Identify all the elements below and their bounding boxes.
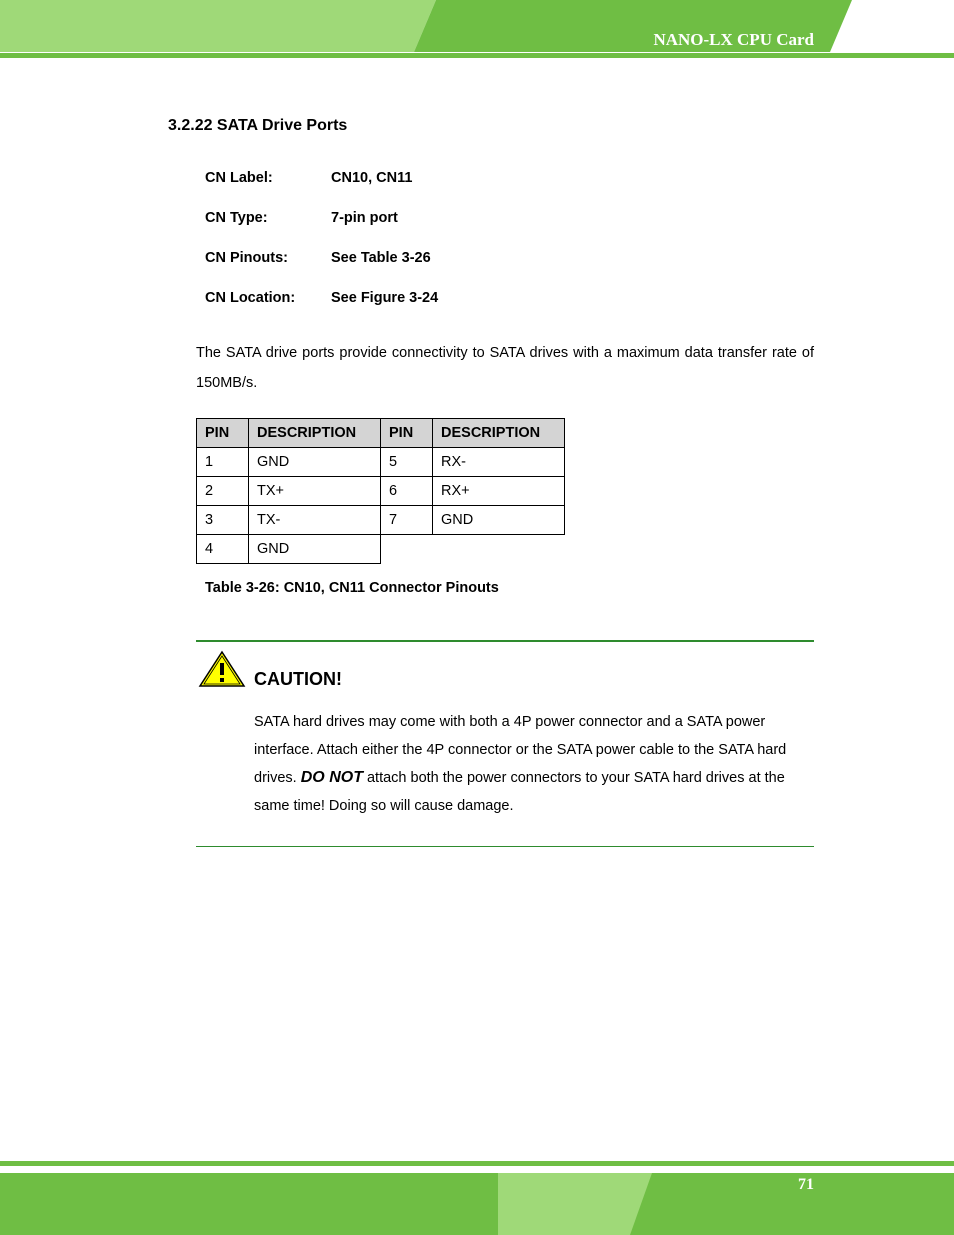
table-cell: RX- — [433, 448, 565, 477]
table-header-cell: PIN — [381, 419, 433, 448]
table-row — [197, 506, 565, 535]
table-header-row — [197, 419, 565, 448]
description-paragraph: The SATA drive ports provide connectivity to SATA drives with a maximum data transfer rate of 150MB/s. — [196, 345, 814, 391]
table-row — [197, 477, 565, 506]
table-cell: GND — [249, 448, 381, 477]
spec-value: See Figure 3-24 — [331, 290, 439, 306]
spec-row-label — [205, 170, 412, 186]
spec-row-type — [205, 210, 398, 226]
table-header-cell: DESCRIPTION — [249, 419, 381, 448]
section-title: 3.2.22 SATA Drive Ports — [168, 117, 348, 134]
table-row — [197, 535, 565, 564]
page-number: 71 — [798, 1176, 814, 1193]
footer-banner — [0, 1158, 954, 1235]
caution-top-rule — [196, 640, 814, 642]
table-cell: TX- — [249, 506, 381, 535]
caution-bottom-rule — [196, 846, 814, 847]
spec-value: 7-pin port — [331, 210, 398, 226]
table-cell: 3 — [197, 506, 249, 535]
table-cell: 1 — [197, 448, 249, 477]
spec-row-pinouts — [205, 250, 431, 266]
table-cell: 4 — [197, 535, 249, 564]
spec-value: CN10, CN11 — [331, 170, 413, 186]
table-cell: GND — [433, 506, 565, 535]
spec-value: See Table 3-26 — [331, 250, 431, 266]
warning-triangle-icon — [198, 650, 246, 688]
table-header-cell: DESCRIPTION — [433, 419, 565, 448]
table-cell: TX+ — [249, 477, 381, 506]
caution-emphasis: DO NOT — [300, 769, 363, 786]
table-cell-empty — [433, 535, 565, 564]
pinout-table — [196, 418, 565, 564]
table-cell: RX+ — [433, 477, 565, 506]
table-cell: 5 — [381, 448, 433, 477]
header-title: NANO-LX CPU Card — [653, 30, 814, 49]
caution-title: CAUTION! — [254, 669, 342, 689]
spec-label: CN Location: — [205, 290, 296, 306]
spec-label: CN Type: — [205, 210, 268, 226]
table-cell-empty — [381, 535, 433, 564]
table-header-cell: PIN — [197, 419, 249, 448]
spec-row-location — [205, 290, 438, 306]
table-cell: 7 — [381, 506, 433, 535]
caution-text-before: SATA hard drives may come with both a 4P power connector and a SATA power interface. Attach either the 4P connector or the SATA power cable to the SATA hard drives. — [254, 714, 787, 786]
table-row — [197, 448, 565, 477]
caution-text — [254, 708, 820, 820]
table-caption: Table 3-26: CN10, CN11 Connector Pinouts — [205, 580, 499, 596]
table-cell: 2 — [197, 477, 249, 506]
spec-label: CN Label: — [205, 170, 273, 186]
table-cell: 6 — [381, 477, 433, 506]
spec-label: CN Pinouts: — [205, 250, 288, 266]
caution-text-after: attach both the power connectors to your SATA hard drives at the same time! Doing so will cause damage. — [254, 770, 785, 814]
table-cell: GND — [249, 535, 381, 564]
